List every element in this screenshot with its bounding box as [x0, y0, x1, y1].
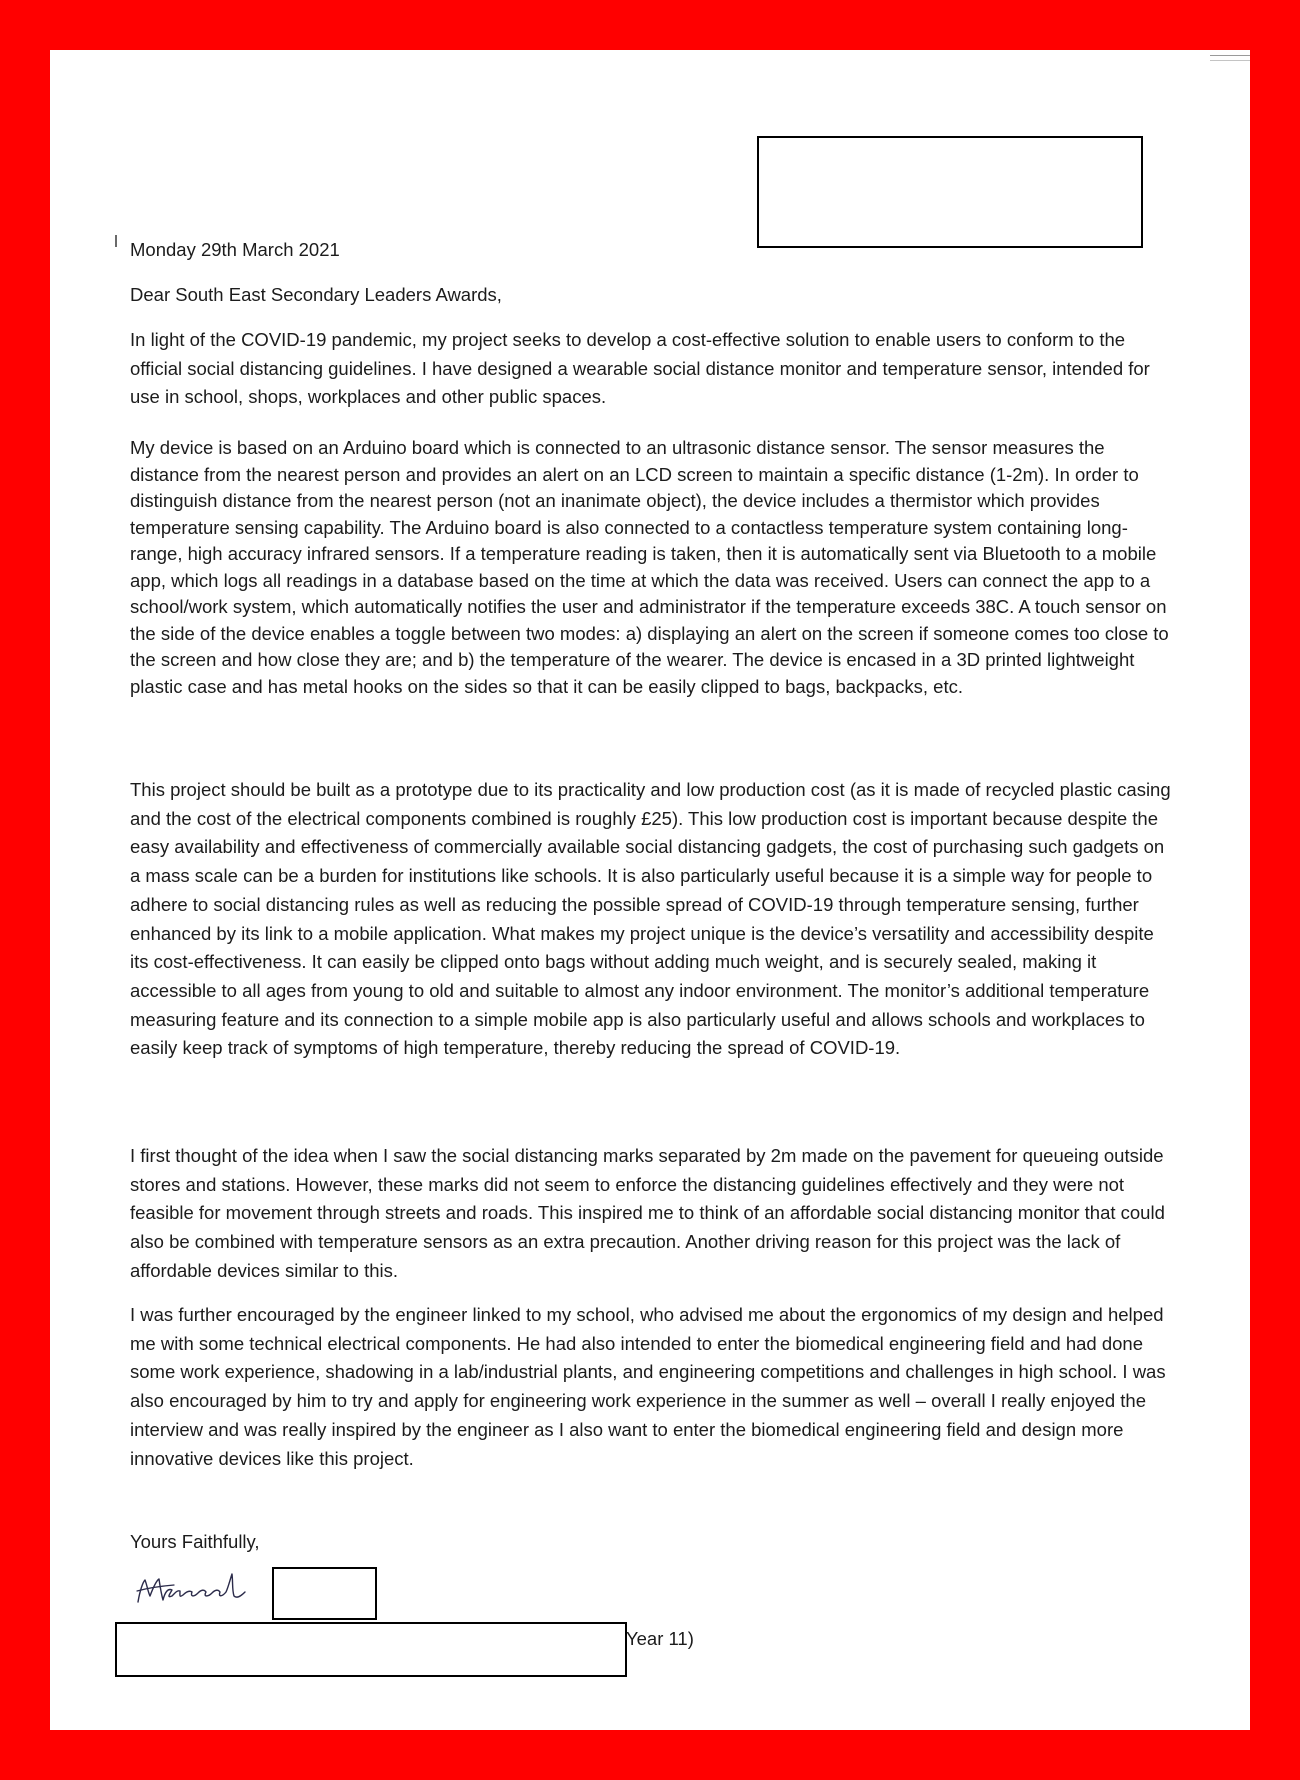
redacted-signature-box [272, 1567, 377, 1620]
letter-date: Monday 29th March 2021 [130, 239, 340, 260]
scan-mark [115, 235, 117, 247]
paragraph-idea-origin: I first thought of the idea when I saw the social distancing marks separated by 2m made on the pavement for queueing outside stores and stations. However, these marks did not seem to enforce the distancing guidelines effectively and they were not feasible for movement through streets and roads. This inspired me to think of an affordable social distancing monitor that could also be combined with temperature sensors as an extra precaution. Another driving reason for this project was the lack of affordable devices similar to this. [130, 1145, 1165, 1281]
letter-salutation: Dear South East Secondary Leaders Awards, [130, 284, 502, 305]
paper-edge-mark [1210, 55, 1250, 61]
redacted-address-box [757, 136, 1143, 248]
letter-closing: Yours Faithfully, [130, 1531, 260, 1552]
year-group-label: Year 11) [626, 1628, 694, 1649]
paragraph-prototype-rationale: This project should be built as a prototype due to its practicality and low production cost (as it is made of recycled plastic casing and the cost of the electrical components combined is roughly £25). This low production cost is important because despite the easy availability and effectiveness of commercially available social distancing gadgets, the cost of purchasing such gadgets on a mass scale can be a burden for institutions like schools. It is also particularly useful because it is a simple way for people to adhere to social distancing rules as well as reducing the possible spread of COVID-19 through temperature sensing, further enhanced by its link to a mobile application. What makes my project unique is the device’s versatility and accessibility despite its cost-effectiveness. It can easily be clipped onto bags without adding much weight, and is securely sealed, making it accessible to all ages from young to old and suitable to almost any indoor environment. The monitor’s additional temperature measuring feature and its connection to a simple mobile app is also particularly useful and allows schools and workplaces to easily keep track of symptoms of high temperature, thereby reducing the spread of COVID-19. [130, 779, 1171, 1059]
paragraph-device-description: My device is based on an Arduino board which is connected to an ultrasonic distance sensor. The sensor measures the distance from the nearest person and provides an alert on an LCD screen to maintain a specific distance (1-2m). In order to distinguish distance from the nearest person (not an inanimate object), the device includes a thermistor which provides temperature sensing capability. The Arduino board is also connected to a contactless temperature system containing long-range, high accuracy infrared sensors. If a temperature reading is taken, then it is automatically sent via Bluetooth to a mobile app, which logs all readings in a database based on the time at which the data was received. Users can connect the app to a school/work system, which automatically notifies the user and administrator if the temperature exceeds 38C. A touch sensor on the side of the device enables a toggle between two modes: a) displaying an alert on the screen if someone comes too close to the screen and how close they are; and b) the temperature of the wearer. The device is encased in a 3D printed lightweight plastic case and has metal hooks on the sides so that it can be easily clipped to bags, backpacks, etc. [130, 437, 1169, 697]
paragraph-project-intro: In light of the COVID-19 pandemic, my project seeks to develop a cost-effective solution to enable users to conform to the official social distancing guidelines. I have designed a wearable social distance monitor and temperature sensor, intended for use in school, shops, workplaces and other public spaces. [130, 329, 1150, 408]
handwritten-signature [134, 1568, 259, 1610]
paragraph-engineer-encouragement: I was further encouraged by the engineer linked to my school, who advised me about the ergonomics of my design and helped me with some technical electrical components. He had also intended to enter the biomedical engineering field and had done some work experience, shadowing in a lab/industrial plants, and engineering competitions and challenges in high school. I was also encouraged by him to try and apply for engineering work experience in the summer as well – overall I really enjoyed the interview and was really inspired by the engineer as I also want to enter the biomedical engineering field and design more innovative devices like this project. [130, 1304, 1166, 1469]
redacted-name-box [115, 1622, 627, 1677]
letter-page [50, 50, 1250, 1730]
